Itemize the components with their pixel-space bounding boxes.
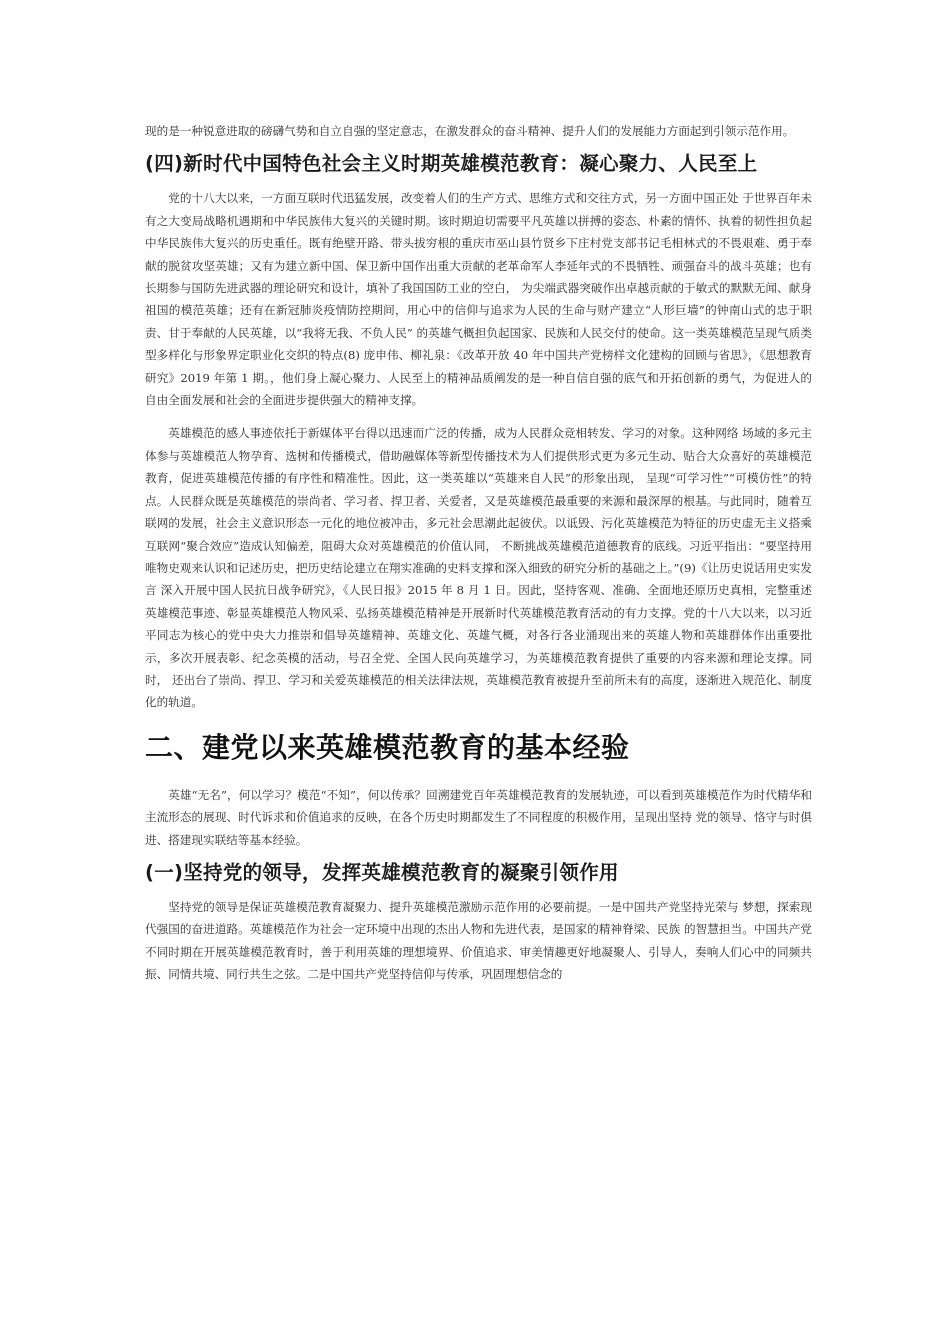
- document-content: [145, 120, 812, 986]
- paragraph-basic-experience: 英雄“无名”，何以学习？模范“不知”，何以传承？回溯建党百年英雄模范教育的发展轨迹，可以看到英雄模范作为时代精华和主流形态的展现、时代诉求和价值追求的反映，在各个历史时期都发生了不同程度的积极作用，呈现出坚持 党的领导、恪守与时俱进、搭建现实联结等基本经验。: [145, 787, 812, 847]
- subsection-heading-1: (一)坚持党的领导，发挥英雄模范教育的凝聚引领作用: [145, 860, 619, 884]
- paragraph-new-era-heroes: 党的十八大以来，一方面互联时代迅猛发展，改变着人们的生产方式、思维方式和交往方式，另一方面中国正处 于世界百年未有之大变局战略机遇期和中华民族伟大复兴的关键时期。该时期迫切需要平凡英雄以拼搏的姿态、朴素的情怀、执着的韧性担负起中华民族伟大复兴的历史重任。既有绝壁开路、带头拔穷根的重庆市巫山县竹贤乡下庄村党支部书记毛相林式的不畏艰难、勇于奉献的脱贫攻坚英雄；又有为建立新中国、保卫新中国作出重大贡献的老革命军人李延年式的不畏牺牲、顽强奋斗的战斗英雄；也有长期参与国防先进武器的理论研究和设计，填补了我国国防工业的空白， 为尖端武器突破作出卓越贡献的于敏式的默默无闻、献身祖国的模范英雄；还有在新冠肺炎疫情防控期间，用心中的信仰与追求为人民的生命与财产建立“人形巨墙”的钟南山式的忠于职责、甘于奉献的人民英雄，以“我将无我、不负人民” 的英雄气概担负起国家、民族和人民交付的使命。这一类英雄模范呈现气质类型多样化与形象界定职业化交织的特点(8) 庞申伟、柳礼泉：《改革开放 40 年中国共产党榜样文化建构的回顾与省思》，《思想教育研究》2019 年第 1 期。，他们身上凝心聚力、人民至上的精神品质阐发的是一种自信自强的底气和开拓创新的勇气，为促进人的自由全面发展和社会的全面进步提供强大的精神支撑。: [145, 191, 812, 408]
- subsection-heading-4: (四)新时代中国特色社会主义时期英雄模范教育：凝心聚力、人民至上: [145, 152, 758, 176]
- paragraph-new-media-spread: 英雄模范的感人事迹依托于新媒体平台得以迅速而广泛的传播，成为人民群众竞相转发、学习的对象。这种网络 场域的多元主体参与英雄模范人物孕育、选树和传播模式，借助融媒体等新型传播技术为人们提供形式更为多元生动、贴合大众喜好的英雄模范教育，促进英雄模范传播的有序性和精准性。因此，这一类英雄以“英雄来自人民”的形象出现， 呈现“可学习性”“可模仿性”的特点。人民群众既是英雄模范的崇尚者、学习者、捍卫者、关爱者，又是英雄模范最重要的来源和最深厚的根基。与此同时，随着互联网的发展，社会主义意识形态一元化的地位被冲击，多元社会思潮此起彼伏。以诋毁、污化英雄模范为特征的历史虚无主义搭乘互联网“聚合效应”造成认知偏差，阻碍大众对英雄模范的价值认同， 不断挑战英雄模范道德教育的底线。习近平指出：“要坚持用唯物史观来认识和记述历史，把历史结论建立在翔实准确的史料支撑和深入细致的研究分析的基础之上。”(9)《让历史说话用史实发言 深入开展中国人民抗日战争研究》，《人民日报》2015 年 8 月 1 日。因此，坚持客观、准确、全面地还原历史真相，完整重述英雄模范事迹、彰显英雄模范人物风采、弘扬英雄模范精神是开展新时代英雄模范教育活动的有力支撑。党的十八大以来，以习近平同志为核心的党中央大力推崇和倡导英雄精神、英雄文化、英雄气概，对各行各业涌现出来的英雄人物和英雄群体作出重要批示，多次开展表彰、纪念英模的活动，号召全党、全国人民向英雄学习，为英雄模范教育提供了重要的内容来源和理论支撑。同时， 还出台了崇尚、捍卫、学习和关爱英雄模范的相关法律法规，英雄模范教育被提升至前所未有的高度，逐渐进入规范化、制度化的轨道。: [145, 426, 812, 710]
- section-heading-2: 二、建党以来英雄模范教育的基本经验: [145, 730, 630, 764]
- paragraph-continuation: 现的是一种锐意进取的磅礴气势和自立自强的坚定意志，在激发群众的奋斗精神、提升人们的发展能力方面起到引领示范作用。: [145, 124, 795, 138]
- paragraph-party-leadership: 坚持党的领导是保证英雄模范教育凝聚力、提升英雄模范激励示范作用的必要前提。一是中国共产党坚持光荣与 梦想，探索现代强国的奋进道路。英雄模范作为社会一定环境中出现的杰出人物和先进代表，是国家的精神脊梁、民族 的智慧担当。中国共产党不同时期在开展英雄模范教育时，善于利用英雄的理想境界、价值追求、审美情趣更好地凝聚人、引导人，奏响人们心中的同频共振、同情共境、同行共生之弦。二是中国共产党坚持信仰与传承，巩固理想信念的: [145, 899, 812, 982]
